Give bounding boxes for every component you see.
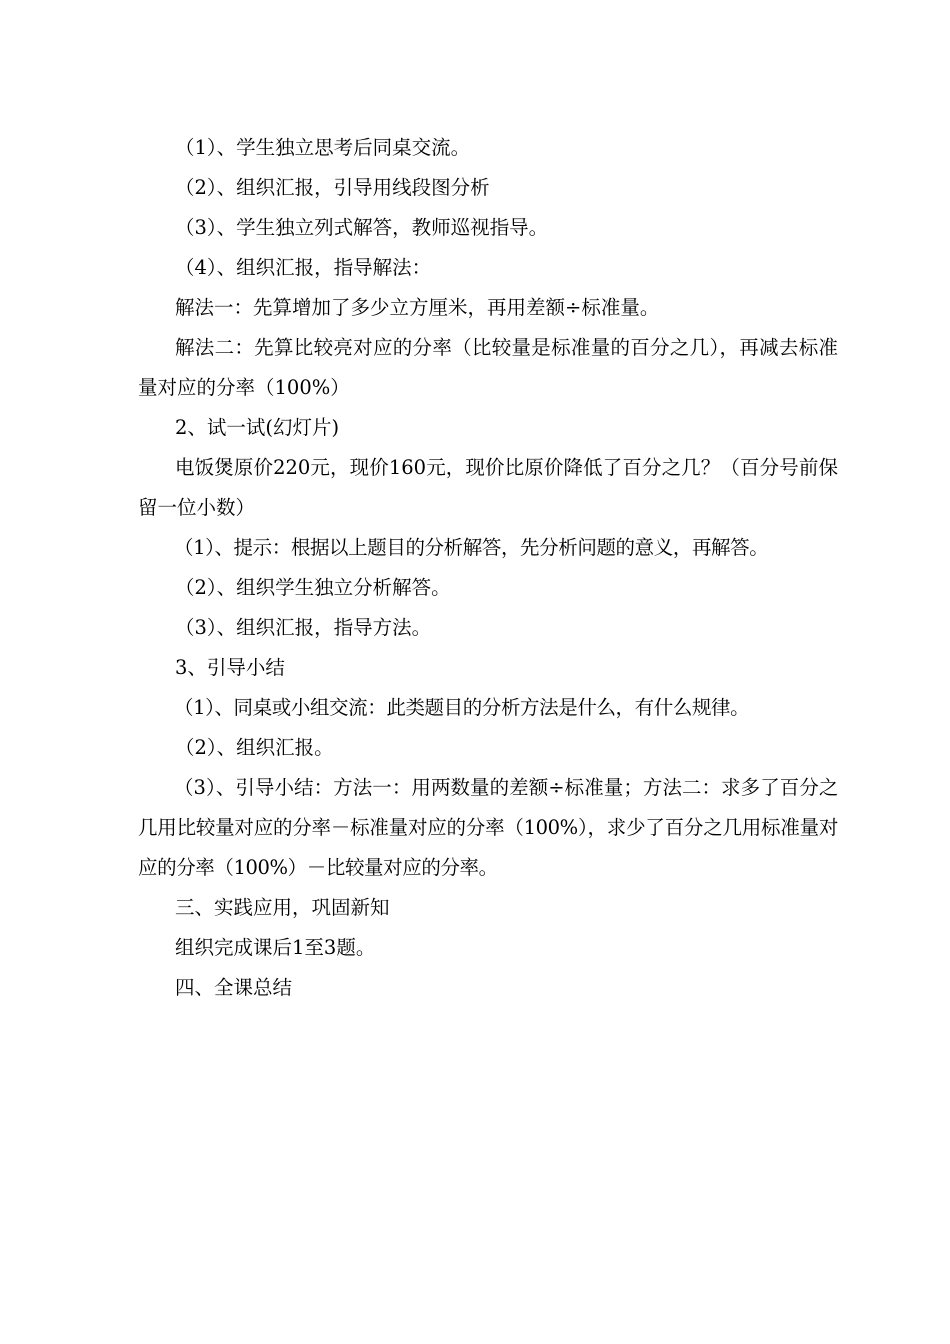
- paragraph-guided-summary: （3）、引导小结：方法一：用两数量的差额÷标准量；方法二：求多了百分之几用比较量对应的分率－标准量对应的分率（100%），求少了百分之几用标准量对应的分率（100%）－比较量对应的分率。: [138, 776, 838, 879]
- heading-try-it: 2、试一试(幻灯片): [175, 416, 340, 439]
- paragraph-method-1: 解法一：先算增加了多少立方厘米，再用差额÷标准量。: [175, 296, 660, 319]
- paragraph-hint: （1）、提示：根据以上题目的分析解答，先分析问题的意义，再解答。: [174, 536, 769, 559]
- heading-practice: 三、实践应用，巩固新知: [175, 896, 390, 919]
- heading-lesson-summary: 四、全课总结: [175, 976, 293, 999]
- paragraph-step-1: （1）、学生独立思考后同桌交流。: [175, 136, 471, 159]
- paragraph-group-discussion: （1）、同桌或小组交流：此类题目的分析方法是什么，有什么规律。: [174, 696, 750, 719]
- paragraph-independent-solve: （2）、组织学生独立分析解答。: [175, 576, 451, 599]
- paragraph-step-3: （3）、学生独立列式解答，教师巡视指导。: [175, 216, 549, 239]
- paragraph-step-4: （4）、组织汇报，指导解法：: [175, 256, 432, 279]
- heading-summary: 3、引导小结: [175, 656, 285, 679]
- paragraph-homework: 组织完成课后1至3题。: [175, 936, 376, 959]
- paragraph-step-2: （2）、组织汇报，引导用线段图分析: [175, 176, 490, 199]
- paragraph-method-2: 解法二：先算比较亮对应的分率（比较量是标准量的百分之几），再减去标准量对应的分率（100%）: [138, 336, 838, 399]
- paragraph-report: （2）、组织汇报。: [175, 736, 334, 759]
- paragraph-report-method: （3）、组织汇报，指导方法。: [175, 616, 432, 639]
- document-body: [138, 128, 838, 1008]
- paragraph-rice-cooker-problem: 电饭煲原价220元，现价160元，现价比原价降低了百分之几？（百分号前保留一位小数）: [138, 456, 838, 519]
